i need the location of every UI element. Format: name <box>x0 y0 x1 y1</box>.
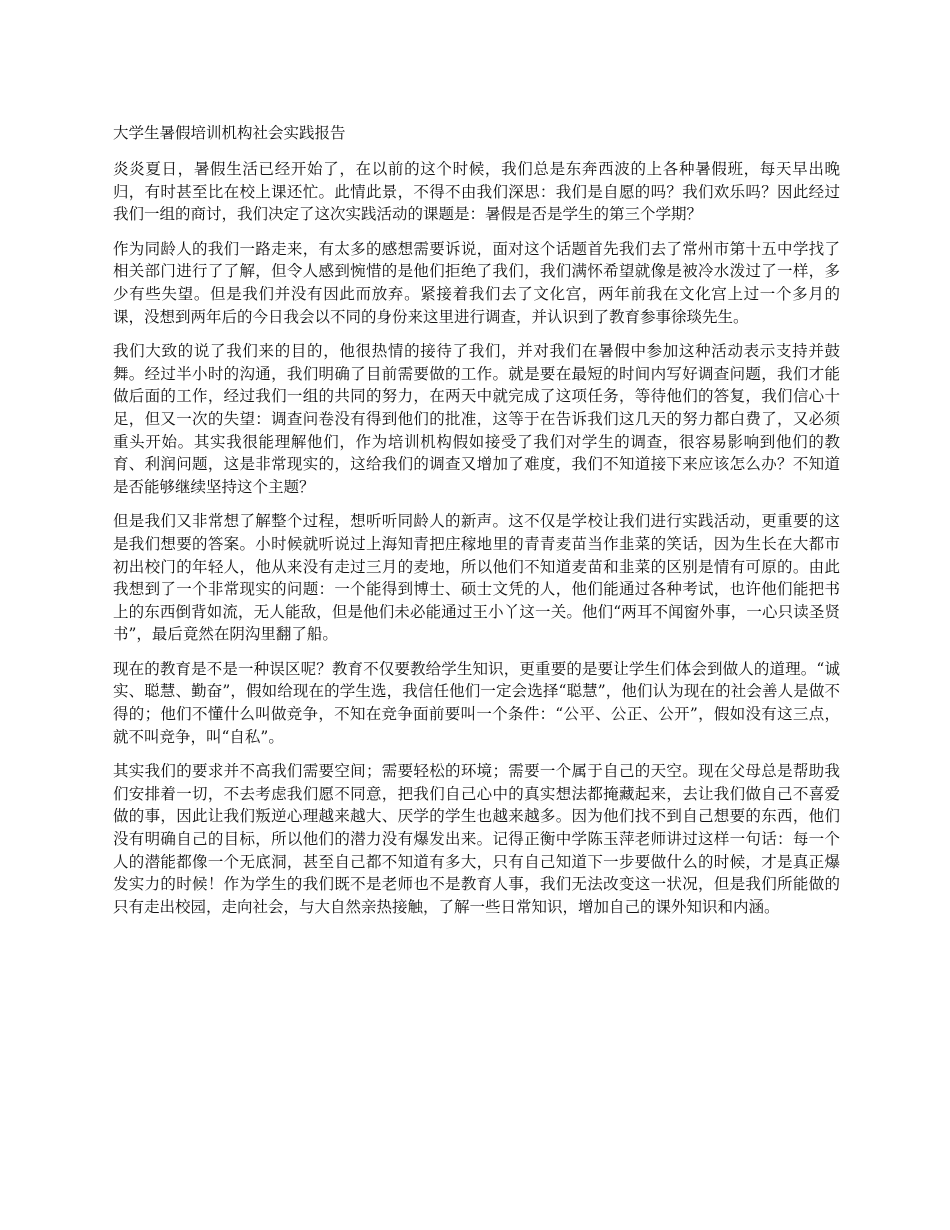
document-title: 大学生暑假培训机构社会实践报告 <box>113 124 346 142</box>
paragraph-6: 其实我们的要求并不高我们需要空间；需要轻松的环境；需要一个属于自己的天空。现在父母总是帮助我们安排着一切，不去考虑我们愿不同意，把我们自己心中的真实想法都掩藏起来，去让我们做自己不喜爱做的事，因此让我们叛逆心理越来越大、厌学的学生也越来越多。因为他们找不到自己想要的东西，他们没有明确自己的目标，所以他们的潜力没有爆发出来。记得正衡中学陈玉萍老师讲过这样一句话：每一个人的潜能都像一个无底洞，甚至自己都不知道有多大，只有自己知道下一步要做什么的时候，才是真正爆发实力的时候！作为学生的我们既不是老师也不是教育人事，我们无法改变这一状况，但是我们所能做的只有走出校园，走向社会，与大自然亲热接触，了解一些日常知识，增加自己的课外知识和内涵。 <box>113 762 840 916</box>
paragraph-5: 现在的教育是不是一种误区呢？教育不仅要教给学生知识，更重要的是要让学生们体会到做人的道理。“诚实、聪慧、勤奋”，假如给现在的学生选，我信任他们一定会选择“聪慧”，他们认为现在的社会善人是做不得的；他们不懂什么叫做竞争，不知在竞争面前要叫一个条件：“公平、公正、公开”，假如没有这三点，就不叫竞争，叫“自私”。 <box>113 659 840 746</box>
paragraph-1: 炎炎夏日，暑假生活已经开始了，在以前的这个时候，我们总是东奔西波的上各种暑假班，每天早出晚归，有时甚至比在校上课还忙。此情此景，不得不由我们深思：我们是自愿的吗？我们欢乐吗？因此经过我们一组的商讨，我们决定了这次实践活动的课题是：暑假是否是学生的第三个学期？ <box>113 160 840 224</box>
paragraph-2: 作为同龄人的我们一路走来，有太多的感想需要诉说，面对这个话题首先我们去了常州市第十五中学找了相关部门进行了了解，但令人感到惋惜的是他们拒绝了我们，我们满怀希望就像是被冷水泼过了一样，多少有些失望。但是我们并没有因此而放弃。紧接着我们去了文化宫，两年前我在文化宫上过一个多月的课，没想到两年后的今日我会以不同的身份来这里进行调查，并认识到了教育参事徐琰先生。 <box>113 239 840 326</box>
paragraph-3: 我们大致的说了我们来的目的，他很热情的接待了我们，并对我们在暑假中参加这种活动表示支持并鼓舞。经过半小时的沟通，我们明确了目前需要做的工作。就是要在最短的时间内写好调查问题，我们才能做后面的工作，经过我们一组的共同的努力，在两天中就完成了这项任务，等待他们的答复，我们信心十足，但又一次的失望：调查问卷没有得到他们的批准，这等于在告诉我们这几天的努力都白费了，又必须重头开始。其实我很能理解他们，作为培训机构假如接受了我们对学生的调查，很容易影响到他们的教育、利润问题，这是非常现实的，这给我们的调查又增加了难度，我们不知道接下来应该怎么办？不知道是否能够继续坚持这个主题？ <box>113 342 840 496</box>
paragraph-4: 但是我们又非常想了解整个过程，想听听同龄人的新声。这不仅是学校让我们进行实践活动，更重要的这是我们想要的答案。小时候就听说过上海知青把庄稼地里的青青麦苗当作韭菜的笑话，因为生长在大都市初出校门的年轻人，他从来没有走过三月的麦地，所以他们不知道麦苗和韭菜的区别是情有可原的。由此我想到了一个非常现实的问题：一个能得到博士、硕士文凭的人，他们能通过各种考试，也许他们能把书上的东西倒背如流，无人能敌，但是他们未必能通过王小丫这一关。他们“两耳不闻窗外事，一心只读圣贤书”，最后竟然在阴沟里翻了船。 <box>113 512 840 644</box>
document-page <box>113 122 840 930</box>
